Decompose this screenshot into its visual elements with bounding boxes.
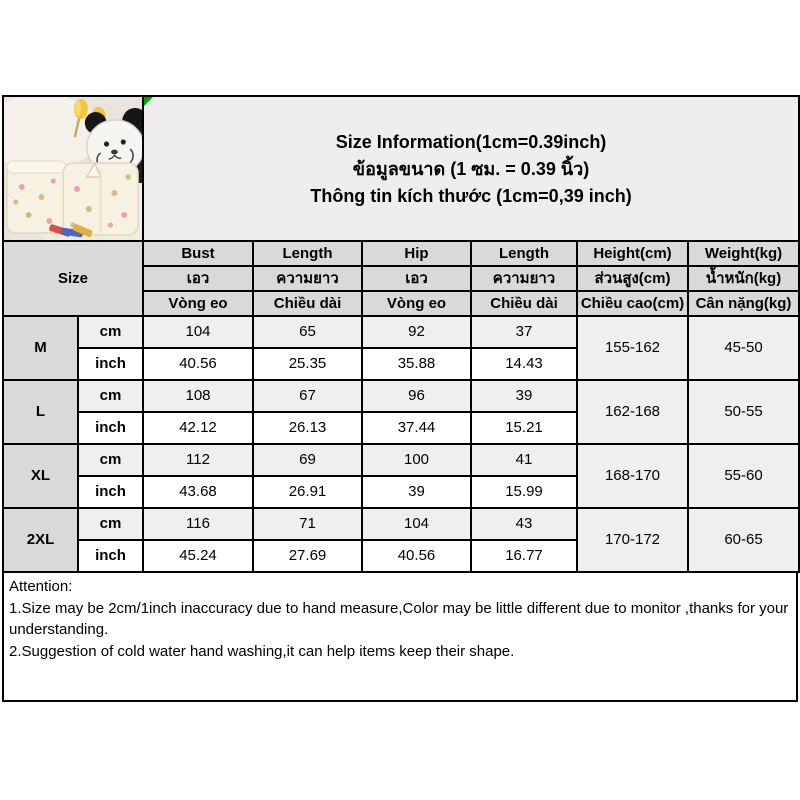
col-header-bust: Bust <box>143 241 253 266</box>
size-name-cell-2xl: 2XL <box>3 508 78 572</box>
col-header-length-1-th: ความยาว <box>253 266 362 291</box>
data-cell: 41 <box>471 444 577 476</box>
height-range-cell: 168-170 <box>577 444 688 508</box>
col-header-weight-th: น้ำหนัก(kg) <box>688 266 799 291</box>
size-table <box>2 95 800 573</box>
size-header-cell: Size <box>3 241 143 316</box>
unit-inch-cell: inch <box>78 348 143 380</box>
data-cell: 104 <box>143 316 253 348</box>
unit-cm-cell: cm <box>78 316 143 348</box>
unit-inch-cell: inch <box>78 412 143 444</box>
col-header-length-2-th: ความยาว <box>471 266 577 291</box>
col-header-weight: Weight(kg) <box>688 241 799 266</box>
data-cell: 92 <box>362 316 471 348</box>
data-cell: 39 <box>362 476 471 508</box>
data-cell: 26.91 <box>253 476 362 508</box>
col-header-bust-th: เอว <box>143 266 253 291</box>
data-cell: 25.35 <box>253 348 362 380</box>
data-cell: 14.43 <box>471 348 577 380</box>
col-header-hip-vi: Vòng eo <box>362 291 471 316</box>
attention-notes <box>2 573 798 702</box>
title-line-th: ข้อมูลขนาด (1 ซม. = 0.39 นิ้ว) <box>352 158 590 179</box>
unit-cm-cell: cm <box>78 508 143 540</box>
col-header-length-2-vi: Chiều dài <box>471 291 577 316</box>
col-header-length-2: Length <box>471 241 577 266</box>
data-cell: 27.69 <box>253 540 362 572</box>
photo-title-row <box>3 96 799 241</box>
data-cell: 42.12 <box>143 412 253 444</box>
data-cell: 112 <box>143 444 253 476</box>
data-cell: 37 <box>471 316 577 348</box>
row-l-cm <box>3 380 799 412</box>
height-range-cell: 162-168 <box>577 380 688 444</box>
data-cell: 67 <box>253 380 362 412</box>
col-header-hip-th: เอว <box>362 266 471 291</box>
attention-item-2: 2.Suggestion of cold water hand washing,it can help items keep their shape. <box>9 642 515 660</box>
data-cell: 116 <box>143 508 253 540</box>
col-header-length-1-vi: Chiều dài <box>253 291 362 316</box>
size-name-cell-xl: XL <box>3 444 78 508</box>
data-cell: 104 <box>362 508 471 540</box>
row-2xl-cm <box>3 508 799 540</box>
title-line-en: Size Information(1cm=0.39inch) <box>335 131 607 152</box>
data-cell: 35.88 <box>362 348 471 380</box>
data-cell: 45.24 <box>143 540 253 572</box>
cell-corner-marker <box>144 97 153 106</box>
title-line-vi: Thông tin kích thước (1cm=0,39 inch) <box>310 185 632 206</box>
data-cell: 96 <box>362 380 471 412</box>
unit-inch-cell: inch <box>78 476 143 508</box>
weight-range-cell: 60-65 <box>688 508 799 572</box>
attention-item-1: 1.Size may be 2cm/1inch inaccuracy due to hand measure,Color may be little different due to monitor ,thanks for your understanding. <box>9 599 789 638</box>
row-xl-cm <box>3 444 799 476</box>
data-cell: 108 <box>143 380 253 412</box>
weight-range-cell: 45-50 <box>688 316 799 380</box>
data-cell: 39 <box>471 380 577 412</box>
data-cell: 16.77 <box>471 540 577 572</box>
unit-inch-cell: inch <box>78 540 143 572</box>
size-name-cell-l: L <box>3 380 78 444</box>
row-m-cm <box>3 316 799 348</box>
data-cell: 15.21 <box>471 412 577 444</box>
pajama-set-icon <box>7 161 138 235</box>
data-cell: 65 <box>253 316 362 348</box>
col-header-weight-vi: Cân nặng(kg) <box>688 291 799 316</box>
size-chart-sheet <box>2 95 798 702</box>
data-cell: 15.99 <box>471 476 577 508</box>
height-range-cell: 170-172 <box>577 508 688 572</box>
data-cell: 40.56 <box>362 540 471 572</box>
weight-range-cell: 50-55 <box>688 380 799 444</box>
data-cell: 69 <box>253 444 362 476</box>
data-cell: 71 <box>253 508 362 540</box>
data-cell: 40.56 <box>143 348 253 380</box>
data-cell: 43.68 <box>143 476 253 508</box>
col-header-height: Height(cm) <box>577 241 688 266</box>
weight-range-cell: 55-60 <box>688 444 799 508</box>
data-cell: 26.13 <box>253 412 362 444</box>
col-header-height-vi: Chiều cao(cm) <box>577 291 688 316</box>
data-cell: 37.44 <box>362 412 471 444</box>
col-header-length-1: Length <box>253 241 362 266</box>
size-name-cell-m: M <box>3 316 78 380</box>
col-header-height-th: ส่วนสูง(cm) <box>577 266 688 291</box>
size-info-title <box>144 130 798 208</box>
data-cell: 43 <box>471 508 577 540</box>
unit-cm-cell: cm <box>78 380 143 412</box>
col-header-hip: Hip <box>362 241 471 266</box>
data-cell: 100 <box>362 444 471 476</box>
unit-cm-cell: cm <box>78 444 143 476</box>
attention-heading: Attention: <box>9 578 73 595</box>
size-info-title-cell <box>143 96 799 241</box>
col-header-bust-vi: Vòng eo <box>143 291 253 316</box>
height-range-cell: 155-162 <box>577 316 688 380</box>
product-photo <box>4 97 142 240</box>
header-row-en <box>3 241 799 266</box>
product-photo-cell <box>3 96 143 241</box>
